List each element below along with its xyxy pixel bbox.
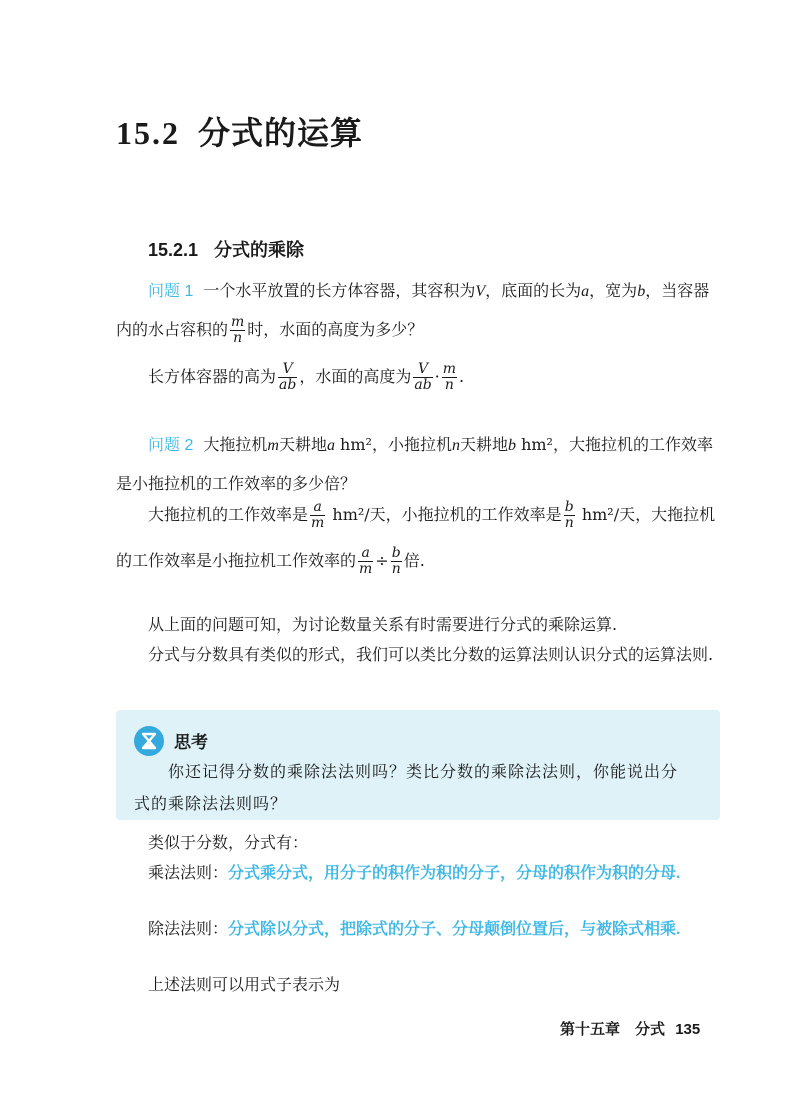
- rule-label: 乘法法则：: [148, 863, 229, 882]
- paragraph-1: 从上面的问题可知，为讨论数量关系有时需要进行分式的乘除运算.: [148, 615, 618, 634]
- problem-2-text: 大拖拉机: [203, 435, 268, 454]
- fraction-numerator: V: [278, 362, 297, 378]
- fraction-numerator: a: [310, 500, 325, 516]
- fraction-denominator: n: [233, 330, 243, 346]
- answer-text: ，水面的高度为: [299, 367, 412, 386]
- multiply-dot: ·: [434, 367, 440, 386]
- fraction-denominator: n: [564, 515, 574, 531]
- fraction-denominator: m: [359, 561, 373, 577]
- rule-label: 除法法则：: [148, 919, 229, 938]
- var-m: m: [267, 437, 279, 454]
- unit: hm²: [521, 435, 553, 454]
- answer-text: 大拖拉机的工作效率是: [148, 505, 309, 524]
- fraction-denominator: ab: [279, 377, 297, 393]
- hourglass-icon: [134, 726, 164, 756]
- think-text: [116, 756, 716, 820]
- rule-body: 分式乘分式，用分子的积作为积的分子，分母的积作为积的分母.: [228, 865, 681, 882]
- paragraph-4: 上述法则可以用式子表示为: [148, 975, 341, 994]
- problem-1-text: 时，水面的高度为多少？: [247, 320, 424, 339]
- fraction-denominator: ab: [414, 377, 432, 393]
- fraction-m-n: [442, 362, 457, 393]
- fraction-denominator: n: [444, 377, 454, 393]
- problem-2-text: ，小拖拉机: [371, 435, 452, 454]
- problem-1-label: 问题 1: [148, 283, 194, 300]
- answer-text: 倍.: [403, 551, 425, 570]
- problem-1-text: ，底面的长为: [485, 281, 582, 300]
- subsection-title: [148, 236, 304, 262]
- fraction-numerator: a: [358, 546, 373, 562]
- problem-1-text: ，当容器内的水占容积的: [116, 281, 710, 339]
- answer-text: 长方体容器的高为: [148, 367, 277, 386]
- section-title-text: 分式的运算: [198, 114, 364, 152]
- period: .: [459, 367, 465, 386]
- rule-division: [116, 910, 720, 949]
- problem-2-label: 问题 2: [148, 437, 194, 454]
- var-a: a: [581, 283, 590, 300]
- fraction-b-n: [564, 500, 575, 531]
- subsection-title-text: 分式的乘除: [214, 240, 305, 260]
- problem-1-text: 一个水平放置的长方体容器，其容积为: [203, 281, 476, 300]
- footer-chapter: 第十五章 分式: [560, 1021, 666, 1038]
- rule-body: 分式除以分式，把除式的分子、分母颠倒位置后，与被除式相乘.: [228, 921, 681, 938]
- problem-2-text: 天耕地: [459, 435, 508, 454]
- subsection-number: 15.2.1: [148, 240, 199, 260]
- problem-1-text: ，宽为: [589, 281, 638, 300]
- page-footer: [560, 1018, 700, 1039]
- fraction-v-ab: [278, 362, 297, 393]
- var-n: n: [451, 437, 460, 454]
- fraction-b-n: [391, 546, 402, 577]
- problem-2-answer: [116, 492, 720, 584]
- fraction-denominator: m: [311, 515, 325, 531]
- fraction-numerator: b: [564, 499, 574, 515]
- section-number: 15.2: [116, 115, 180, 151]
- fraction-a-m: [358, 546, 373, 577]
- think-line-2: 式的乘除法法则吗？: [134, 794, 288, 813]
- fraction-numerator: m: [231, 314, 245, 330]
- problem-1: [116, 272, 720, 349]
- rule-multiplication: [116, 854, 720, 893]
- answer-text: hm²/天，大拖拉机的工作效率是小拖拉机工作效率的: [116, 505, 716, 570]
- divide-sign: ÷: [375, 551, 389, 570]
- section-title: [116, 108, 363, 154]
- var-v: V: [475, 283, 486, 300]
- fraction-m-n: [230, 315, 245, 346]
- problem-1-answer: [116, 358, 720, 396]
- problem-2-text: 天耕地: [278, 435, 327, 454]
- fraction-numerator: V: [413, 362, 432, 378]
- var-b: b: [507, 437, 516, 454]
- var-a: a: [326, 437, 335, 454]
- fraction-numerator: b: [391, 545, 401, 561]
- fraction-a-m: [310, 500, 325, 531]
- paragraph-2: 分式与分数具有类似的形式，我们可以类比分数的运算法则认识分式的运算法则.: [148, 645, 714, 664]
- think-title: 思考: [174, 733, 208, 752]
- fraction-denominator: n: [391, 561, 401, 577]
- page-number: 135: [675, 1021, 701, 1038]
- fraction-numerator: m: [442, 361, 457, 377]
- unit: hm²: [340, 435, 372, 454]
- var-b: b: [637, 283, 646, 300]
- fraction-v-ab: [413, 362, 432, 393]
- answer-text: hm²/天，小拖拉机的工作效率是: [332, 505, 562, 524]
- problem-2-text: ，大拖拉机的工作效率是小拖拉机的工作效率的多少倍？: [116, 435, 713, 493]
- paragraph-3: 类似于分数，分式有：: [148, 833, 309, 852]
- think-line-1: 你还记得分数的乘除法法则吗？类比分数的乘除法法则，你能说出分: [168, 762, 679, 781]
